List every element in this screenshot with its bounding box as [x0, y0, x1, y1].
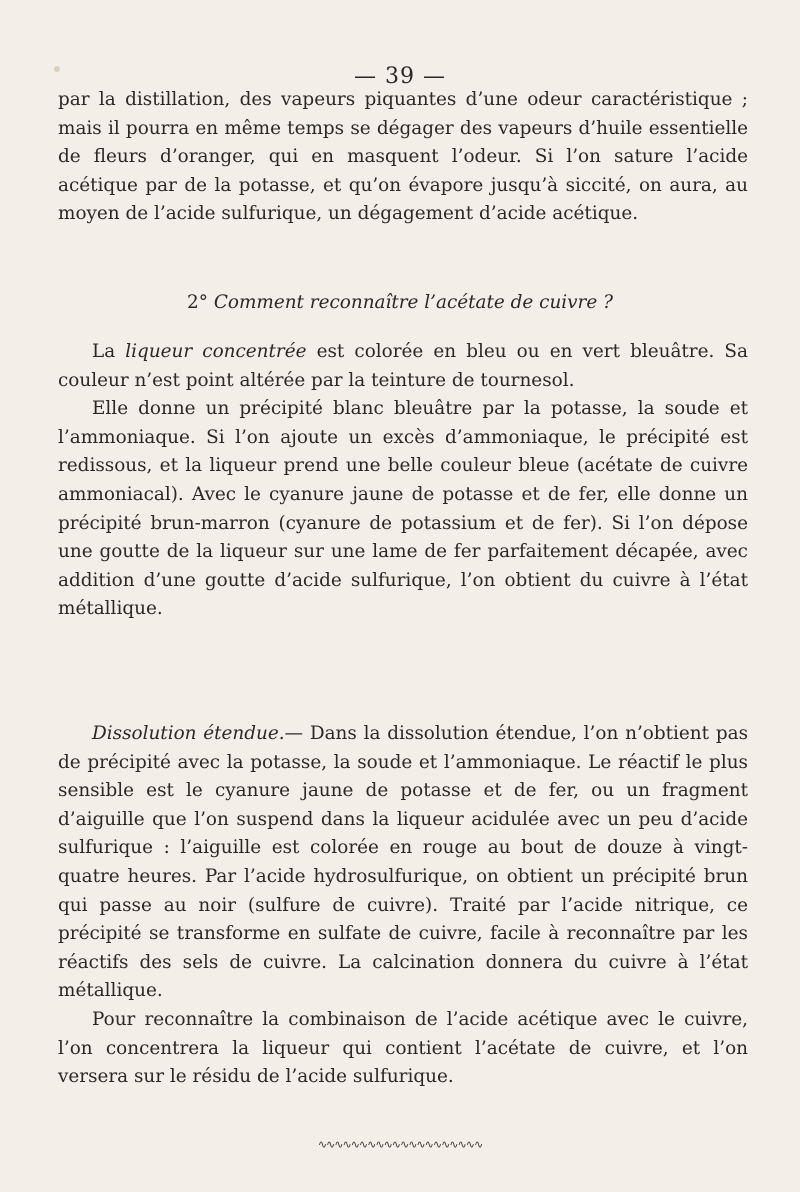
paragraph-lead: La — [92, 341, 126, 362]
paragraph-diluted-solution — [58, 720, 748, 1006]
section-number: 2° — [187, 292, 208, 313]
paragraph-precipitates: Elle donne un précipité blanc bleuâtre par la potasse, la soude et l’ammoniaque. Si l’on ajoute un excès d’ammoniaque, le précipité est redissous, et la liqueur prend une belle couleur bleue (acétate de cuivre ammoniacal). Avec le cyanure jaune de potasse et de fer, elle donne un précipité brun-marron (cyanure de potassium et de fer). Si l’on dépose une goutte de la liqueur sur une lame de fer parfaitement décapée, avec addition d’une goutte d’acide sulfurique, l’on obtient du cuivre à l’état métallique. — [58, 398, 748, 620]
concentrated-liquor-term: liqueur concentrée — [125, 341, 307, 362]
text-block-intro — [58, 86, 748, 229]
paragraph-combination: Pour reconnaître la combinaison de l’acide acétique avec le cuivre, l’on concentrera la liqueur qui contient l’acétate de cuivre, et l’on versera sur le résidu de l’acide sulfurique. — [58, 1008, 748, 1088]
page-number: — 39 — — [354, 64, 446, 89]
section-title: Comment reconnaître l’acétate de cuivre ? — [213, 292, 613, 313]
paragraph-concentrated-liquor — [58, 338, 748, 395]
end-ornament: ∿∿∿∿∿∿∿∿∿∿∿∿∿∿∿∿∿∿∿∿ — [317, 1138, 483, 1151]
section-heading — [0, 292, 800, 313]
paragraph-rest: est colorée en bleu ou en vert bleuâtre. Sa couleur n’est point altérée par la teinture de tournesol. — [58, 341, 748, 391]
text-block-concentrated — [58, 338, 748, 624]
text-block-diluted — [58, 720, 748, 1092]
diluted-solution-term: Dissolution étendue. — [92, 723, 285, 744]
paragraph-rest: — Dans la dissolution étendue, l’on n’obtient pas de précipité avec la potasse, la soude et l’ammoniaque. Le réactif le plus sensible est le cyanure jaune de potasse et de fer, ou un fragment d’aiguille que l’on suspend dans la liqueur acidulée avec un peu d’acide sulfurique : l’aiguille est colorée en rouge au bout de douze à vingt-quatre heures. Par l’acide hydrosulfurique, on obtient un précipité brun qui passe au noir (sulfure de cuivre). Traité par l’acide nitrique, ce précipité se transforme en sulfate de cuivre, facile à reconnaître par les réactifs des sels de cuivre. La calcination donnera du cuivre à l’état métallique. — [58, 723, 749, 1002]
paragraph-distillation: par la distillation, des vapeurs piquantes d’une odeur caractéristique ; mais il pourra en même temps se dégager des vapeurs d’huile essentielle de fleurs d’oranger, qui en masquent l’odeur. Si l’on sature l’acide acétique par de la potasse, et qu’on évapore jusqu’à siccité, on aura, au moyen de l’acide sulfurique, un dégagement d’acide acétique. — [58, 89, 748, 225]
